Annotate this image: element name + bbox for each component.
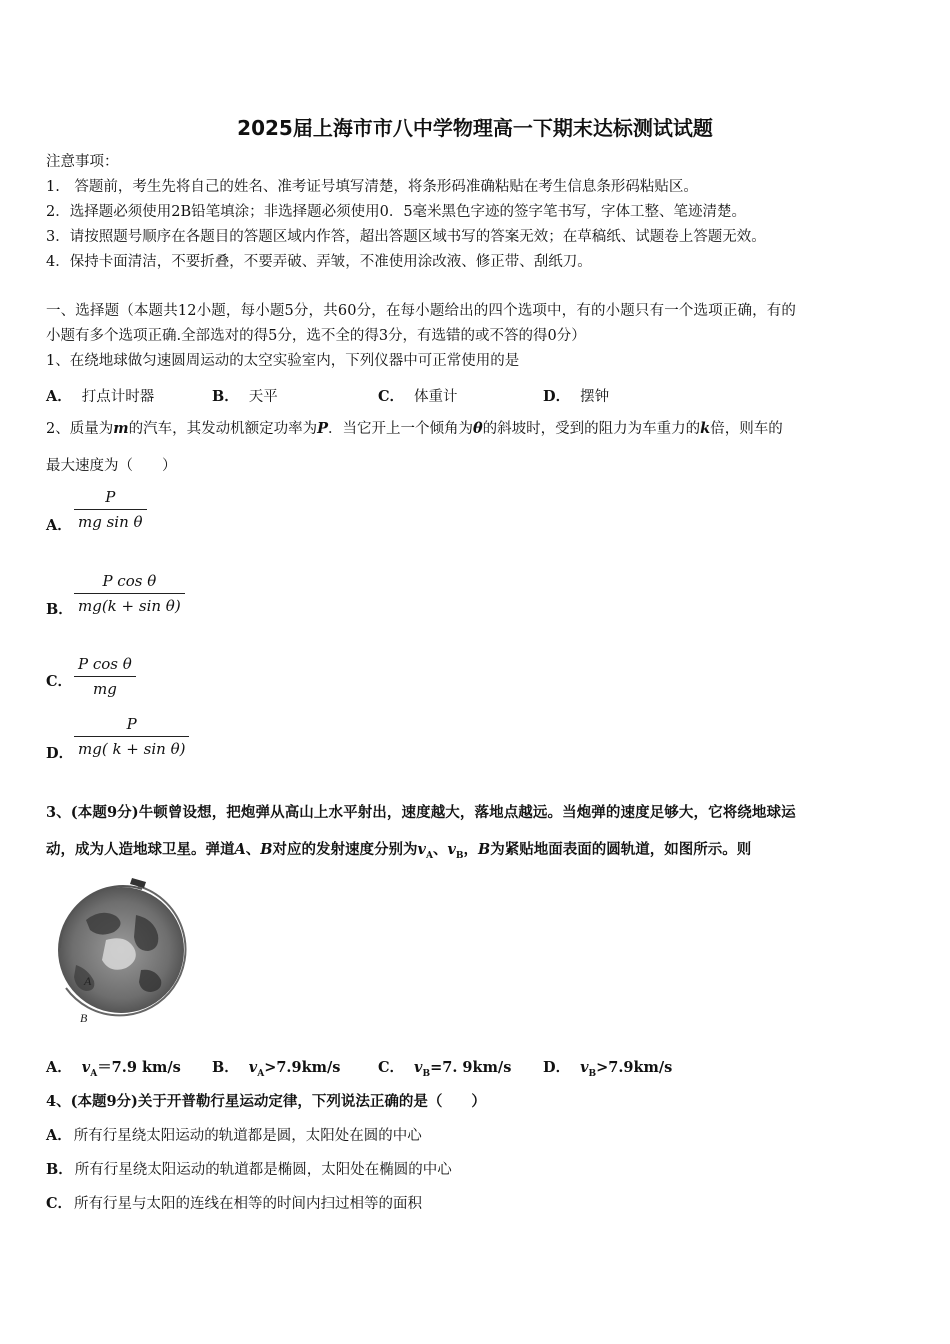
q1-option-a: A． 打点计时器 (46, 388, 155, 405)
q2-option-c-fraction: P cos θ mg (74, 655, 136, 698)
question-2-stem-line-2: 最大速度为（ ） (46, 458, 177, 474)
question-3-stem: 3、(本题9分)牛顿曾设想，把炮弹从高山上水平射出，速度越大，落地点越远。当炮弹的速度足够大，它将绕地球运 (46, 804, 796, 821)
section-heading-line-1: 一、选择题（本题共12小题，每小题5分，共60分，在每小题给出的四个选项中，有的小题只有一个选项正确，有的 (46, 303, 797, 319)
q2-option-a-fraction: P mg sin θ (74, 488, 147, 531)
q3-option-d: D． $v_B>7.9km/s$ (543, 1059, 673, 1079)
q4-option-a: A． 所有行星绕太阳运动的轨道都是圆，太阳处在圆的中心 (46, 1127, 422, 1144)
q3-option-b: B． $v_A>7.9km/s$ (212, 1059, 341, 1079)
q2-option-a-label: A． (46, 517, 72, 534)
q1-option-b: B． 天平 (212, 388, 278, 405)
q3-option-c: C． $v_B=7$. 9km/s (378, 1059, 512, 1079)
notice-heading: 注意事项： (46, 154, 119, 170)
notice-item-2: 2．选择题必须使用2B铅笔填涂；非选择题必须使用0．5毫米黑色字迹的签字笔书写，字体工整、笔迹清楚。 (46, 204, 747, 220)
q4-option-c: C． 所有行星与太阳的连线在相等的时间内扫过相等的面积 (46, 1195, 423, 1212)
q3-option-a: A． $v_A=7.9$ km/s (46, 1059, 181, 1079)
question-2-stem: 2、质量为m的汽车，其发动机额定功率为P．当它开上一个倾角为θ的斜坡时，受到的阻力为车重力的k倍，则车的 (46, 420, 783, 437)
q1-option-d: D． 摆钟 (543, 388, 610, 405)
q2-option-d-fraction: P mg( k + sin θ) (74, 715, 189, 758)
q2-option-b-label: B． (46, 601, 73, 618)
q2-option-b-fraction: P cos θ mg(k + sin θ) (74, 572, 185, 615)
q2-option-d-label: D． (46, 745, 74, 762)
orbit-b-label: B (80, 1011, 88, 1025)
q4-option-b: B． 所有行星绕太阳运动的轨道都是椭圆，太阳处在椭圆的中心 (46, 1161, 452, 1178)
notice-item-4: 4．保持卡面清洁，不要折叠，不要弄破、弄皱，不准使用涂改液、修正带、刮纸刀。 (46, 254, 592, 270)
orbit-a-label: A (84, 974, 92, 988)
earth-orbit-figure (46, 870, 206, 1030)
notice-item-3: 3．请按照题号顺序在各题目的答题区域内作答，超出答题区域书写的答案无效；在草稿纸、试题卷上答题无效。 (46, 229, 766, 245)
q1-option-c: C． 体重计 (378, 388, 458, 405)
q2-option-c-label: C． (46, 673, 73, 690)
notice-item-1: 1. 答题前，考生先将自己的姓名、准考证号填写清楚，将条形码准确粘贴在考生信息条形码粘贴区。 (46, 179, 698, 195)
question-1-stem: 1、在绕地球做匀速圆周运动的太空实验室内，下列仪器中可正常使用的是 (46, 353, 520, 369)
section-heading-line-2: 小题有多个选项正确.全部选对的得5分，选不全的得3分，有选错的或不答的得0分） (46, 328, 586, 344)
question-3-stem-line-2: 动，成为人造地球卫星。弹道A、B对应的发射速度分别为$v_A$、$v_B$，B为紧贴地面表面的圆轨道，如图所示。则 (46, 841, 752, 861)
page-title: 2025届上海市市八中学物理高一下期末达标测试试题 (237, 116, 713, 140)
question-4-stem: 4、(本题9分)关于开普勒行星运动定律，下列说法正确的是（ ） (46, 1093, 486, 1110)
